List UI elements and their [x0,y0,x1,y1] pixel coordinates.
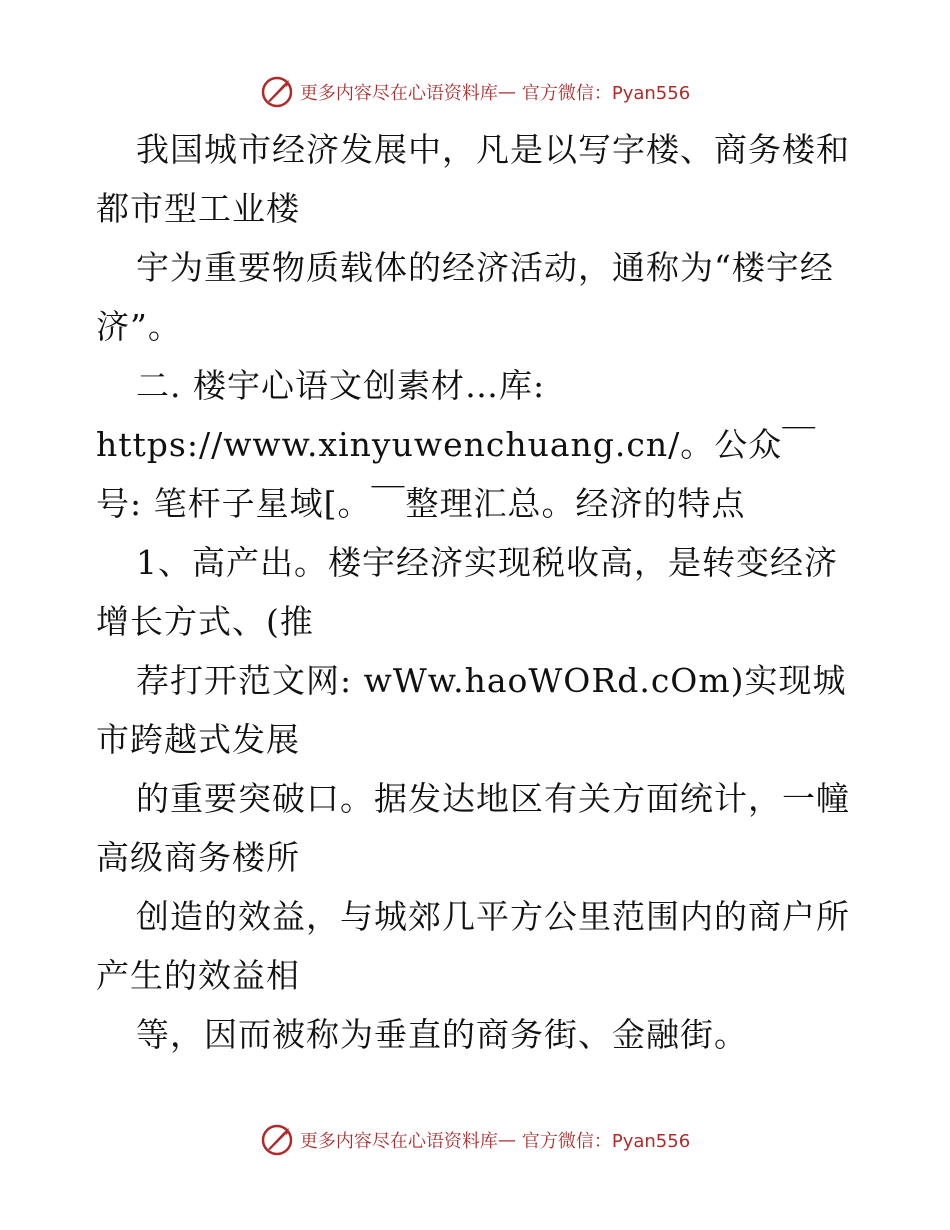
banner-contact: 官方微信：Pyan556 [521,83,691,104]
paragraph: 创造的效益，与城郊几平方公里范围内的商户所产生的效益相 [96,897,850,995]
paragraph: 荐打开范文网: wWw.haoWORd.cOm)实现城市跨越式发展 [96,661,847,759]
paragraph: 1、高产出。楼宇经济实现税收高，是转变经济增长方式、(推 [96,543,838,641]
footer-banner [0,1120,950,1160]
document-body [96,120,856,1064]
paragraph: 等，因而被称为垂直的商务街、金融街。 [136,1015,748,1054]
paragraph: 的重要突破口。据发达地区有关方面统计，一幢高级商务楼所 [96,779,850,877]
quill-pen-logo-icon [260,1123,294,1157]
banner-title: 更多内容尽在心语资料库 [299,83,498,104]
quill-pen-logo-icon [260,75,294,109]
banner-contact: 官方微信：Pyan556 [521,1131,691,1152]
header-banner [0,72,950,112]
banner-title: 更多内容尽在心语资料库 [299,1131,498,1152]
paragraph: 二. 楼宇心语文创素材…库: https://www.xinyuwenchuang.cn/。公众￣号: 笔杆子星域[。￣整理汇总。经济的特点 [96,366,817,523]
paragraph: 我国城市经济发展中，凡是以写字楼、商务楼和都市型工业楼 [96,130,850,228]
banner-separator: — [497,1129,516,1151]
paragraph: 宇为重要物质载体的经济活动，通称为“楼宇经济”。 [96,248,834,346]
banner-separator: — [497,81,516,103]
